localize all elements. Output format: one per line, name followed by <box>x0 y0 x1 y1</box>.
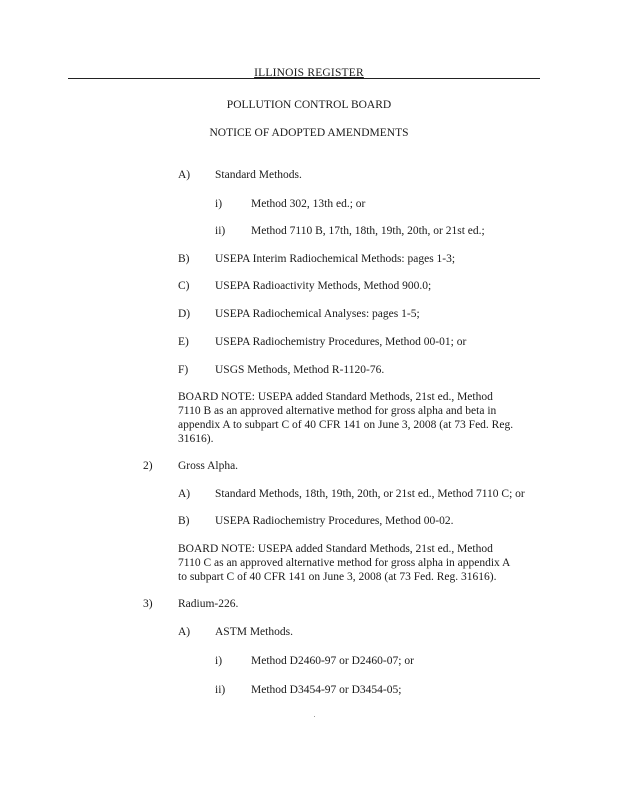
item-heading: Radium-226. <box>178 598 239 610</box>
item-label: F) <box>178 364 189 376</box>
notice-title: NOTICE OF ADOPTED AMENDMENTS <box>209 127 409 139</box>
item-text: ASTM Methods. <box>215 626 293 638</box>
board-note-1 <box>178 390 513 446</box>
item-text: USEPA Radiochemical Analyses: pages 1-5; <box>215 308 420 320</box>
item-text: USEPA Radioactivity Methods, Method 900.0; <box>215 280 432 292</box>
item-label: A) <box>178 626 191 638</box>
item-text: USEPA Radiochemistry Procedures, Method 00-02. <box>215 515 454 527</box>
header-rule <box>68 78 540 79</box>
note-line: BOARD NOTE: USEPA added Standard Methods, 21st ed., Method <box>178 543 493 555</box>
note-line: 7110 C as an approved alternative method for gross alpha in appendix A <box>178 557 511 569</box>
item-label: E) <box>178 336 189 348</box>
subitem-text: Method D2460-97 or D2460-07; or <box>251 655 414 667</box>
board-note-2 <box>178 542 510 584</box>
subitem-text: Method 7110 B, 17th, 18th, 19th, 20th, or 21st ed.; <box>251 225 485 237</box>
subitem-text: Method 302, 13th ed.; or <box>251 198 366 210</box>
item-number: 2) <box>143 460 153 472</box>
scan-speck <box>314 716 315 717</box>
subitem-label: ii) <box>215 225 226 237</box>
item-label: B) <box>178 515 190 527</box>
board-title: POLLUTION CONTROL BOARD <box>226 99 392 111</box>
register-title: ILLINOIS REGISTER <box>254 67 364 79</box>
item-text: USEPA Interim Radiochemical Methods: pages 1-3; <box>215 253 456 265</box>
item-label: C) <box>178 280 190 292</box>
subitem-label: i) <box>215 198 223 210</box>
note-line: 31616). <box>178 433 214 445</box>
item-label: D) <box>178 308 191 320</box>
item-number: 3) <box>143 598 153 610</box>
item-heading: Gross Alpha. <box>178 460 239 472</box>
item-label: A) <box>178 488 191 500</box>
note-line: appendix A to subpart C of 40 CFR 141 on June 3, 2008 (at 73 Fed. Reg. <box>178 419 514 431</box>
note-line: 7110 B as an approved alternative method for gross alpha and beta in <box>178 405 497 417</box>
item-text: USEPA Radiochemistry Procedures, Method 00-01; or <box>215 336 467 348</box>
item-text: Standard Methods. <box>215 169 302 181</box>
item-label: B) <box>178 253 190 265</box>
item-text: USGS Methods, Method R-1120-76. <box>215 364 385 376</box>
item-text: Standard Methods, 18th, 19th, 20th, or 21st ed., Method 7110 C; or <box>215 488 525 500</box>
subitem-text: Method D3454-97 or D3454-05; <box>251 684 402 696</box>
item-label: A) <box>178 169 191 181</box>
subitem-label: ii) <box>215 684 226 696</box>
note-line: to subpart C of 40 CFR 141 on June 3, 2008 (at 73 Fed. Reg. 31616). <box>178 571 497 583</box>
note-line: BOARD NOTE: USEPA added Standard Methods, 21st ed., Method <box>178 391 493 403</box>
subitem-label: i) <box>215 655 223 667</box>
